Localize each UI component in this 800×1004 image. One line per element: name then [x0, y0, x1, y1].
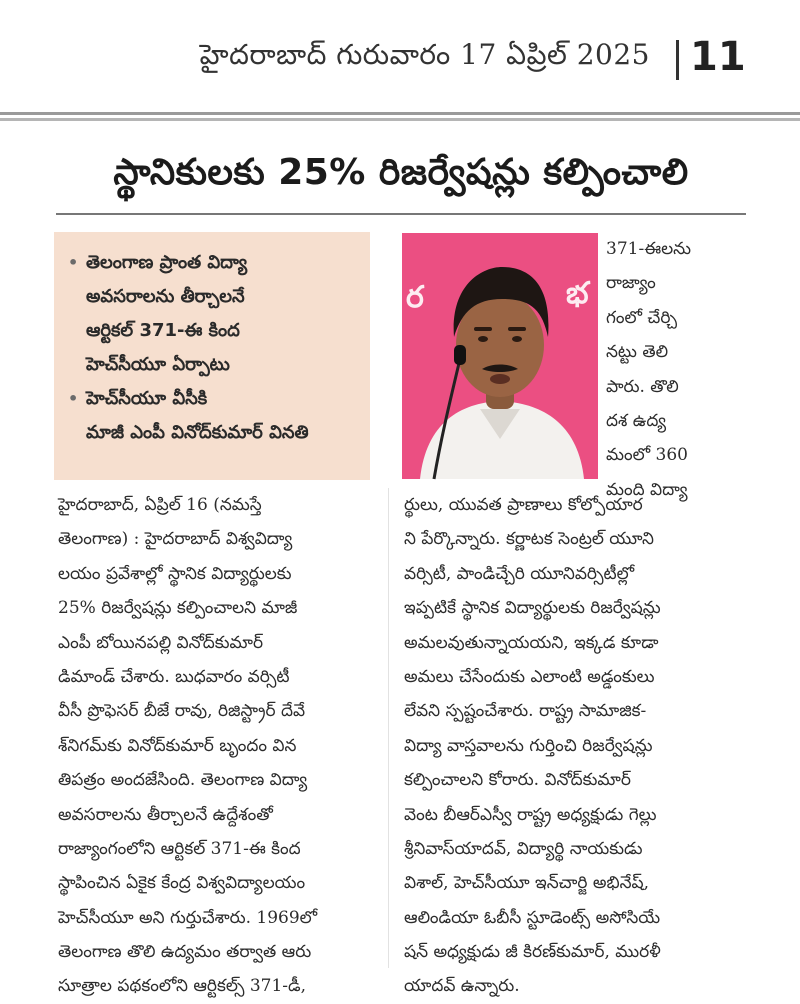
text-line: డిమాండ్ చేశారు. బుధవారం వర్సిటీ: [58, 666, 290, 687]
text-line: హైదరాబాద్, ఏప్రిల్ 16 (నమస్తే: [58, 495, 262, 515]
text-line: అవసరాలను తీర్చాలనే ఉద్దేశంతో: [58, 804, 273, 825]
header-rule-bottom: [0, 118, 800, 121]
summary-line: హెచ్‌సీయూ ఏర్పాటు: [86, 354, 230, 375]
column-divider: [388, 488, 389, 968]
masthead: [0, 0, 800, 122]
text-line: ఎంపీ బోయినపల్లి వినోద్‌కుమార్: [58, 632, 264, 653]
page-number: 11: [690, 34, 746, 80]
text-line: అమలవుతున్నాయయని, ఇక్కడ కూడా: [404, 632, 659, 653]
summary-box: [54, 232, 370, 480]
text-line: గంలో చేర్చి: [606, 307, 677, 328]
article-body-left: [58, 488, 380, 1004]
text-line: మంలో 360: [606, 445, 688, 466]
text-line: అమలు చేసేందుకు ఎలాంటి అడ్డంకులు: [404, 666, 655, 687]
bullet-icon: •: [68, 389, 79, 408]
headline-rule: [56, 213, 746, 215]
summary-list: [66, 246, 360, 450]
text-line: వీసీ ప్రొఫెసర్ బీజే రావు, రిజిస్ట్రార్ దేవే: [58, 701, 306, 722]
article-headline: స్థానికులకు 25% రిజర్వేషన్లు కల్పించాలి: [113, 152, 689, 193]
summary-line: అవసరాలను తీర్చాలనే: [86, 286, 245, 307]
page-separator: [676, 40, 679, 80]
text-line: ని పేర్కొన్నారు. కర్ణాటక సెంట్రల్ యూని: [404, 529, 654, 550]
text-line: నట్టు తెలి: [606, 342, 669, 363]
text-line: లేవని స్పష్టంచేశారు. రాష్ట్ర సామాజిక-: [404, 701, 647, 722]
summary-line: మాజీ ఎంపీ వినోద్‌కుమార్ వినతి: [86, 422, 309, 443]
bullet-icon: •: [68, 253, 79, 272]
text-line: వర్సిటీ, పాండిచ్చేరి యూనివర్సిటీల్లో: [404, 563, 635, 584]
svg-text:ర: ర: [406, 280, 424, 315]
text-line: తెలంగాణ తొలి ఉద్యమం తర్వాత ఆరు: [58, 942, 312, 963]
text-line: తిపత్రం అందజేసింది. తెలంగాణ విద్యా: [58, 770, 308, 791]
text-line: ఇప్పటికే స్థానిక విద్యార్థులకు రిజర్వేషన్లు: [404, 598, 661, 619]
text-line: మంది విద్యా: [606, 479, 688, 500]
text-line: ఆలిండియా ఓబీసీ స్టూడెంట్స్ అసోసియే: [404, 907, 661, 928]
text-line: విద్యా వాస్తవాలను గుర్తించి రిజర్వేషన్లు: [404, 735, 653, 756]
text-line: తెలంగాణ) : హైదరాబాద్ విశ్వవిద్యా: [58, 529, 293, 550]
date-line: హైదరాబాద్ గురువారం 17 ఏప్రిల్ 2025: [199, 38, 650, 71]
text-line: లయం ప్రవేశాల్లో స్థానిక విద్యార్థులకు: [58, 563, 292, 584]
text-line: యాదవ్ ఉన్నారు.: [404, 976, 520, 997]
summary-line: ఆర్టికల్ 371-ఈ కింద: [86, 320, 240, 341]
summary-point: [66, 246, 360, 382]
summary-point: [66, 382, 360, 450]
text-line: హెచ్‌సీయూ అని గుర్తుచేశారు. 1969లో: [58, 907, 318, 928]
text-line: 25% రిజర్వేషన్లు కల్పించాలని మాజీ: [58, 598, 298, 619]
article-body-right: [404, 488, 756, 1004]
text-line: రాజ్యాం: [606, 273, 656, 294]
speaker-photo: [402, 233, 598, 479]
svg-text:భ: భ: [566, 276, 589, 311]
text-line: పారు. తొలి: [606, 376, 679, 397]
text-line: వెంట బీఆర్‌ఎస్వీ రాష్ట్ర అధ్యక్షుడు గెల్లు: [404, 804, 657, 825]
text-line: షన్ అధ్యక్షుడు జీ కిరణ్‌కుమార్, మురళీ: [404, 942, 661, 963]
text-line: శ్‌నిగమ్‌కు వినోద్‌కుమార్ బృందం విన: [58, 735, 297, 756]
text-line: స్థాపించిన ఏకైక కేంద్ర విశ్వవిద్యాలయం: [58, 873, 306, 894]
text-line: సూత్రాల పథకంలోని ఆర్టికల్స్ 371-డీ,: [58, 976, 307, 997]
text-line: ర్థులు, యువత ప్రాణాలు కోల్పోయార: [404, 495, 643, 515]
text-line: కల్పించాలని కోరారు. వినోద్‌కుమార్: [404, 770, 631, 791]
article-body-wrap: [606, 232, 756, 507]
text-line: విశాల్, హెచ్‌సీయూ ఇన్‌చార్జి అభినేష్,: [404, 873, 650, 894]
text-line: రాజ్యాంగంలోని ఆర్టికల్ 371-ఈ కింద: [58, 838, 301, 859]
text-line: శ్రీనివాస్‌యాదవ్, విద్యార్థి నాయకుడు: [404, 838, 643, 859]
text-line: 371-ఈలను: [606, 239, 691, 259]
summary-line: హెచ్‌సీయూ వీసీకి: [86, 388, 208, 409]
text-line: దశ ఉద్య: [606, 410, 666, 431]
header-rule-top: [0, 112, 800, 115]
summary-line: తెలంగాణ ప్రాంత విద్యా: [86, 252, 248, 273]
